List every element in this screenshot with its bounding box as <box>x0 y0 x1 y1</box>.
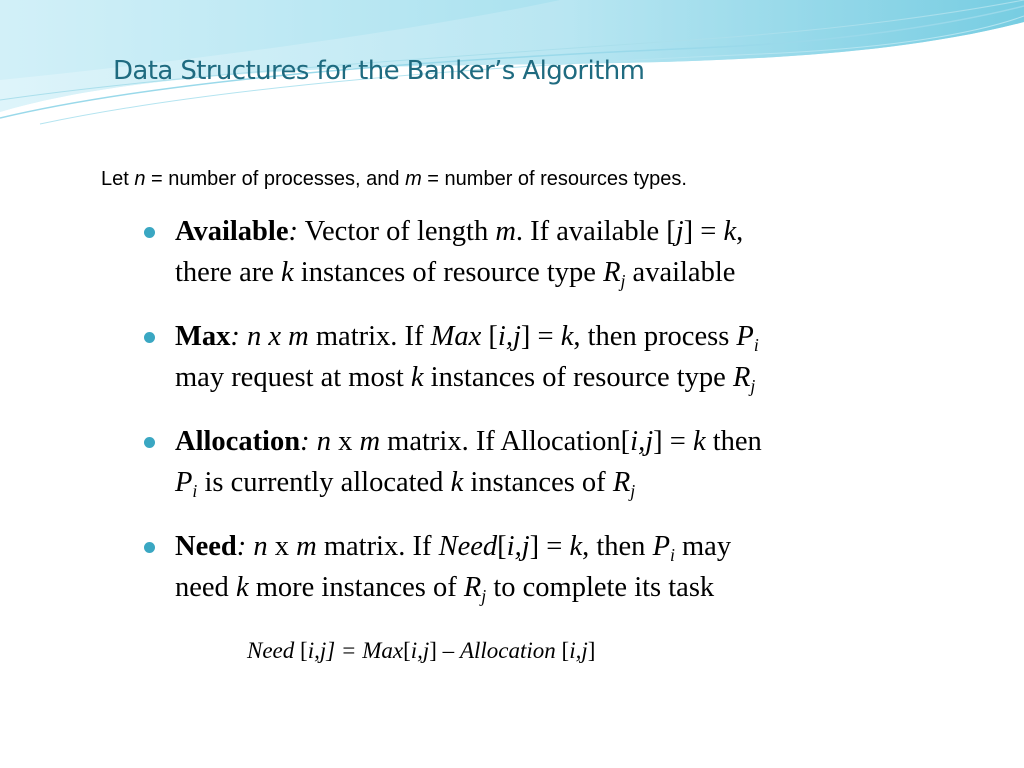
intro-eq2: = number of resources types. <box>421 168 687 190</box>
intro-eq1: = number of processes, and <box>145 168 406 190</box>
intro-n: n <box>134 168 146 190</box>
bullet-allocation <box>144 421 1004 503</box>
bullet-need-line2: need k more instances of $R_j$ to complete its task <box>175 572 715 607</box>
bullet-dot-icon <box>144 332 155 343</box>
need-formula: Need [i,j] = Max[i,j] – Allocation [i,j] <box>247 638 596 663</box>
intro-text <box>101 168 687 191</box>
bullet-allocation-line2: $P_i$ is currently allocated k instances of $R_j$ <box>175 467 636 502</box>
bullet-available-line1: Available: Vector of length m. If available [j] = k, <box>175 216 744 247</box>
slide-title: Data Structures for the Banker’s Algorithm <box>113 56 645 86</box>
bullet-available <box>144 211 1004 293</box>
bullet-max-line1: Max: n x m matrix. If Max [i,j] = k, then process $P_i$ <box>175 321 759 356</box>
bullet-dot-icon <box>144 227 155 238</box>
bullet-need <box>144 526 1004 608</box>
bullet-list <box>144 211 1004 608</box>
bullet-need-line1: Need: n x m matrix. If Need[i,j] = k, then $P_i$ may <box>175 531 732 566</box>
bullet-available-line2: there are k instances of resource type $R_j$ available <box>175 257 736 292</box>
bullet-dot-icon <box>144 542 155 553</box>
allocation-term: Allocation <box>175 426 301 457</box>
intro-let: Let <box>101 168 135 190</box>
need-term: Need <box>175 531 237 562</box>
bullet-allocation-line1: Allocation: n x m matrix. If Allocation[i,j] = k then <box>175 426 762 457</box>
bullet-max <box>144 316 1004 398</box>
intro-m: m <box>405 168 422 190</box>
available-term: Available <box>175 216 289 247</box>
bullet-max-line2: may request at most k instances of resource type $R_j$ <box>175 362 756 397</box>
max-term: Max <box>175 321 231 352</box>
bullet-dot-icon <box>144 437 155 448</box>
